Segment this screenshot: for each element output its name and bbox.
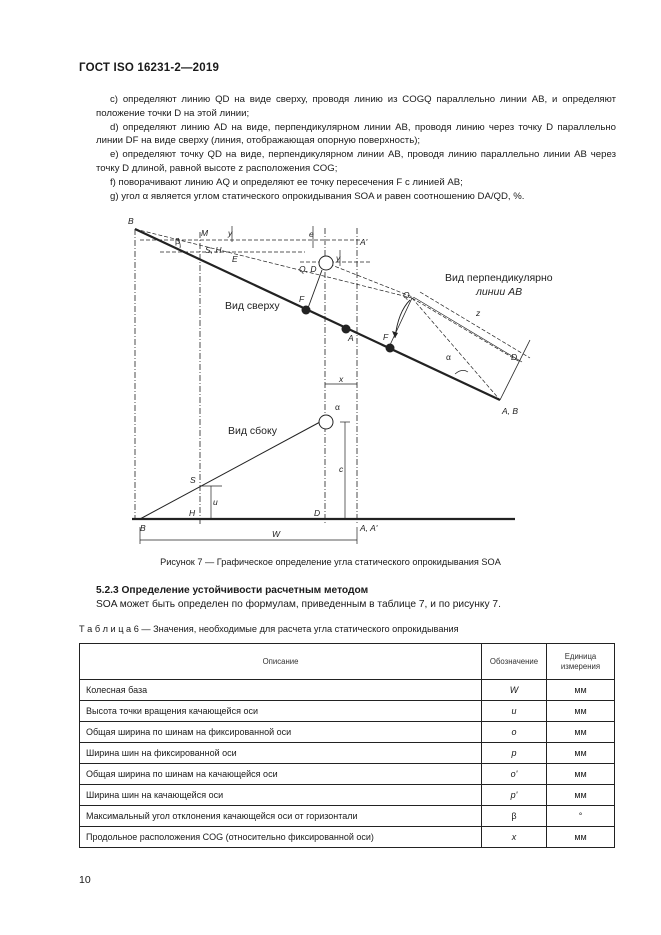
- label-sh: S, H: [205, 245, 222, 255]
- point-f-mid: [386, 344, 395, 353]
- label-top-view: Вид сверху: [225, 300, 280, 312]
- figure-labels: [128, 216, 553, 539]
- label-a-mid: A: [348, 333, 354, 343]
- section-title: 5.2.3 Определение устойчивости расчетным методом: [96, 585, 369, 596]
- label-qd: Q, D: [299, 264, 317, 274]
- figure-caption: Рисунок 7 — Графическое определение угла статического опрокидывания SOA: [160, 557, 501, 567]
- label-perp-view-1: Вид перпендикулярно: [445, 272, 553, 284]
- row-description: Общая ширина по шинам на фиксированной оси: [80, 722, 482, 743]
- table-row: [80, 827, 615, 848]
- label-m: M: [201, 228, 209, 238]
- table-caption-prefix: Т а б л и ц а: [79, 624, 132, 634]
- label-b-top: B: [128, 216, 134, 226]
- table-row: [80, 743, 615, 764]
- label-alpha-side: α: [335, 402, 340, 412]
- table-row: [80, 806, 615, 827]
- dim-z: [415, 298, 522, 362]
- alpha-arc: [455, 370, 468, 374]
- step-d: d) определяют линию AD на виде, перпендикулярном линии AB, проводя линию через точку D параллельно линии DF на виде сверху (линия, отображающая опорную поверхность);: [96, 121, 616, 147]
- table-row: [80, 701, 615, 722]
- label-e: E: [232, 254, 238, 264]
- label-f-top: F: [299, 294, 305, 304]
- table-caption: [79, 624, 459, 634]
- step-c: c) определяют линию QD на виде сверху, проводя линию из COGQ параллельно линии AB, и определяют положение точки D на этой линии;: [96, 94, 616, 119]
- label-x: x: [339, 374, 344, 384]
- label-e-small: e: [309, 229, 314, 239]
- line-f-cog: [308, 270, 322, 308]
- row-description: Продольное расположения COG (относительно фиксированной оси): [80, 827, 482, 848]
- dash-line-q-d: [412, 298, 520, 362]
- section-text: SOA может быть определен по формулам, приведенным в таблице 7, и по рисунку 7.: [96, 599, 501, 610]
- row-symbol: x: [482, 827, 547, 848]
- steps-list: [96, 93, 616, 203]
- label-alpha-right: α: [446, 352, 451, 362]
- row-symbol: o: [482, 722, 547, 743]
- table-header-row: [80, 644, 615, 680]
- label-q: Q: [403, 290, 410, 300]
- header-symbol: Обозначение: [482, 644, 547, 680]
- table-row: [80, 764, 615, 785]
- row-description: Ширина шин на фиксированной оси: [80, 743, 482, 764]
- row-description: Общая ширина по шинам на качающейся оси: [80, 764, 482, 785]
- header-description: Описание: [80, 644, 482, 680]
- label-d-right: D: [511, 352, 518, 362]
- step-f: f) поворачивают линию AQ и определяют ее точку пересечения F с линией AB;: [110, 176, 463, 188]
- label-ab-end: A, B: [502, 406, 519, 416]
- label-w: W: [272, 529, 281, 539]
- label-h: H: [189, 508, 196, 518]
- dash-line-qd-q: [324, 262, 415, 298]
- row-symbol: W: [482, 680, 547, 701]
- step-g: g) угол α является углом статического опрокидывания SOA и равен соотношению DA/QD, %.: [110, 190, 525, 202]
- arc-arrowhead: [392, 331, 398, 338]
- line-q-f: [390, 298, 412, 345]
- row-unit: мм: [547, 701, 615, 722]
- row-unit: мм: [547, 722, 615, 743]
- table-row: [80, 785, 615, 806]
- row-unit: °: [547, 806, 615, 827]
- row-symbol: p': [482, 785, 547, 806]
- row-description: Колесная база: [80, 680, 482, 701]
- label-u: u: [213, 497, 218, 507]
- line-ab-top-view: [135, 229, 500, 400]
- label-d-bottom: D: [314, 508, 321, 518]
- label-s: S: [190, 475, 196, 485]
- dash-line-q-ab: [412, 298, 500, 400]
- document-header: ГОСТ ISO 16231-2—2019: [79, 62, 220, 74]
- table-row: [80, 680, 615, 701]
- label-side-view: Вид сбоку: [228, 425, 277, 437]
- table-caption-text: 6 — Значения, необходимые для расчета угла статического опрокидывания: [133, 624, 459, 634]
- row-description: Максимальный угол отклонения качающейся оси от горизонтали: [80, 806, 482, 827]
- row-symbol: β: [482, 806, 547, 827]
- label-perp-view-2: линии AB: [476, 286, 523, 298]
- label-beta: β: [175, 236, 180, 246]
- row-unit: мм: [547, 680, 615, 701]
- page-number: 10: [79, 874, 91, 886]
- step-e: e) определяют точку QD на виде, перпендикулярном линии AB, проводя линию параллельно линии AB через точку D длиной, равной высоте z расположения COG;: [96, 149, 616, 174]
- label-y1: y: [228, 228, 233, 238]
- row-unit: мм: [547, 785, 615, 806]
- row-unit: мм: [547, 827, 615, 848]
- values-table: [79, 643, 615, 848]
- row-unit: мм: [547, 743, 615, 764]
- row-symbol: u: [482, 701, 547, 722]
- label-b-bottom: B: [140, 523, 146, 533]
- table-row: [80, 722, 615, 743]
- point-f-top: [302, 306, 311, 315]
- label-z: z: [476, 308, 481, 318]
- dash-line-z: [420, 292, 530, 358]
- cog-symbol-top: [319, 256, 333, 270]
- row-symbol: p: [482, 743, 547, 764]
- label-c: c: [339, 464, 344, 474]
- label-f-mid: F: [383, 332, 389, 342]
- header-unit: Единица измерения: [547, 644, 615, 680]
- row-description: Ширина шин на качающейся оси: [80, 785, 482, 806]
- cog-symbol-side: [319, 415, 333, 429]
- label-aa-prime: A, A': [360, 523, 378, 533]
- row-description: Высота точки вращения качающейся оси: [80, 701, 482, 722]
- row-unit: мм: [547, 764, 615, 785]
- label-a-prime-top: A': [360, 237, 368, 247]
- row-symbol: o': [482, 764, 547, 785]
- figure-7: [0, 210, 661, 550]
- label-y2: y: [336, 253, 341, 263]
